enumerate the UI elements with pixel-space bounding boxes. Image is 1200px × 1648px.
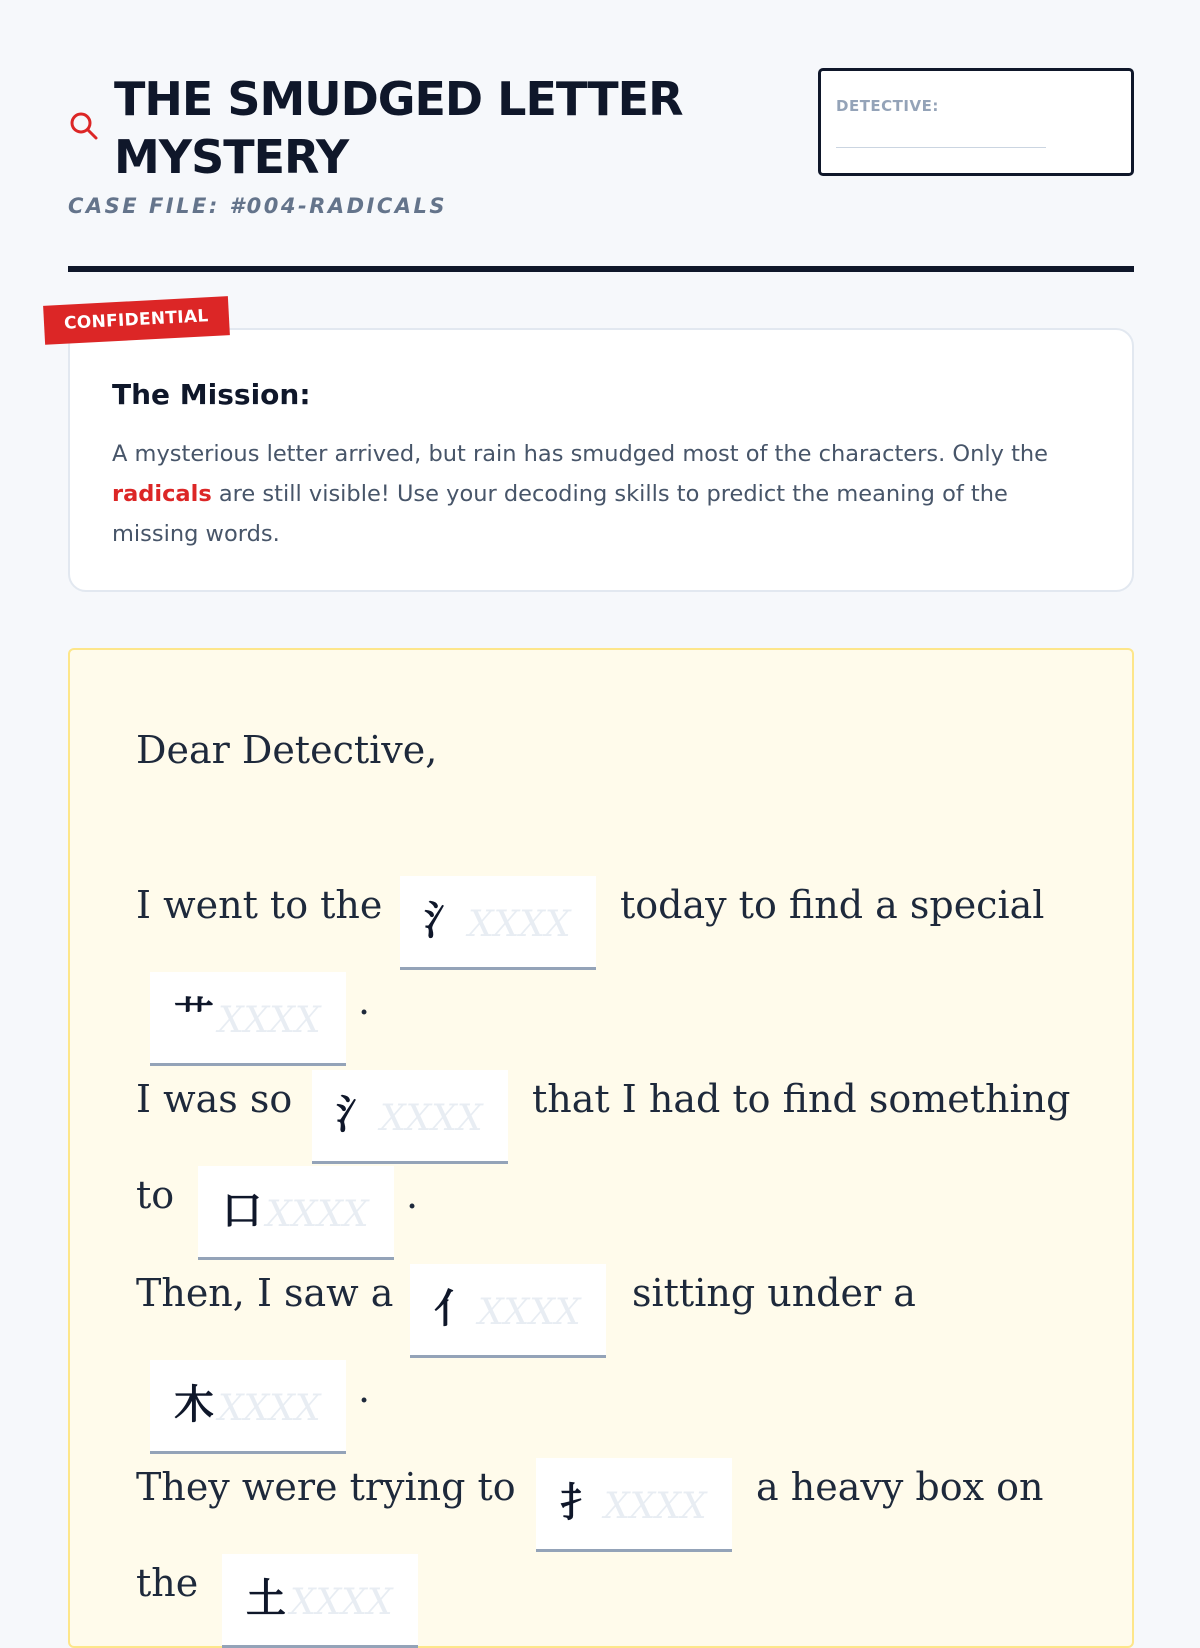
letter-greeting: Dear Detective, bbox=[136, 728, 438, 772]
detective-signature-line[interactable] bbox=[836, 147, 1046, 148]
detective-label: DETECTIVE: bbox=[836, 97, 939, 115]
sentence-text: sitting under a bbox=[632, 1271, 916, 1315]
sentence-text: to bbox=[136, 1173, 175, 1217]
letter-card bbox=[68, 648, 1134, 1648]
sentence-text: today to find a special bbox=[620, 883, 1045, 927]
radical-clue: 扌 bbox=[560, 1480, 600, 1526]
answer-blank[interactable] bbox=[312, 1070, 508, 1164]
radical-clue: 氵 bbox=[424, 898, 464, 944]
sentence-text: a heavy box on bbox=[756, 1465, 1044, 1509]
sentence-text: that I had to find something bbox=[532, 1077, 1071, 1121]
mission-highlight: radicals bbox=[112, 481, 212, 507]
sentence-text: They were trying to bbox=[136, 1465, 516, 1509]
radical-clue: 土 bbox=[246, 1576, 286, 1622]
smudged-text: XXXX bbox=[468, 904, 571, 945]
sentence-text: Then, I saw a bbox=[136, 1271, 394, 1315]
answer-blank[interactable] bbox=[410, 1264, 606, 1358]
sentence-text: I went to the bbox=[136, 883, 383, 927]
sentence-text: I was so bbox=[136, 1077, 293, 1121]
mission-text-end: are still visible! Use your decoding skills to predict the meaning of the missing words. bbox=[112, 481, 1008, 547]
smudged-text: XXXX bbox=[218, 1388, 321, 1429]
sentence-text: the bbox=[136, 1561, 199, 1605]
mission-text bbox=[112, 434, 1092, 554]
mission-card bbox=[68, 328, 1134, 592]
smudged-text: XXXX bbox=[218, 1000, 321, 1041]
case-file-number: CASE FILE: #004-RADICALS bbox=[68, 194, 448, 218]
mission-text-start: A mysterious letter arrived, but rain has smudged most of the characters. Only the bbox=[112, 441, 1049, 467]
answer-blank[interactable] bbox=[222, 1554, 418, 1648]
radical-clue: 亻 bbox=[434, 1286, 474, 1332]
mission-title: The Mission: bbox=[112, 378, 311, 411]
smudged-text: XXXX bbox=[478, 1292, 581, 1333]
radical-clue: 口 bbox=[222, 1188, 262, 1234]
answer-blank[interactable] bbox=[150, 1360, 346, 1454]
search-icon bbox=[68, 110, 100, 142]
radical-clue: 艹 bbox=[174, 994, 214, 1040]
answer-blank[interactable] bbox=[400, 876, 596, 970]
smudged-text: XXXX bbox=[604, 1486, 707, 1527]
sentence-text: . bbox=[358, 1367, 371, 1411]
sentence-text: . bbox=[406, 1173, 419, 1217]
answer-blank[interactable] bbox=[150, 972, 346, 1066]
detective-name-field[interactable] bbox=[818, 68, 1134, 176]
page-title: THE SMUDGED LETTER MYSTERY bbox=[114, 72, 683, 184]
smudged-text: XXXX bbox=[290, 1582, 393, 1623]
sentence-text: . bbox=[358, 979, 371, 1023]
answer-blank[interactable] bbox=[536, 1458, 732, 1552]
header-divider bbox=[68, 266, 1134, 272]
radical-clue: 木 bbox=[174, 1382, 214, 1428]
header bbox=[68, 70, 1134, 275]
radical-clue: 氵 bbox=[336, 1092, 376, 1138]
smudged-text: XXXX bbox=[380, 1098, 483, 1139]
confidential-stamp: CONFIDENTIAL bbox=[43, 296, 229, 345]
smudged-text: XXXX bbox=[266, 1194, 369, 1235]
answer-blank[interactable] bbox=[198, 1166, 394, 1260]
